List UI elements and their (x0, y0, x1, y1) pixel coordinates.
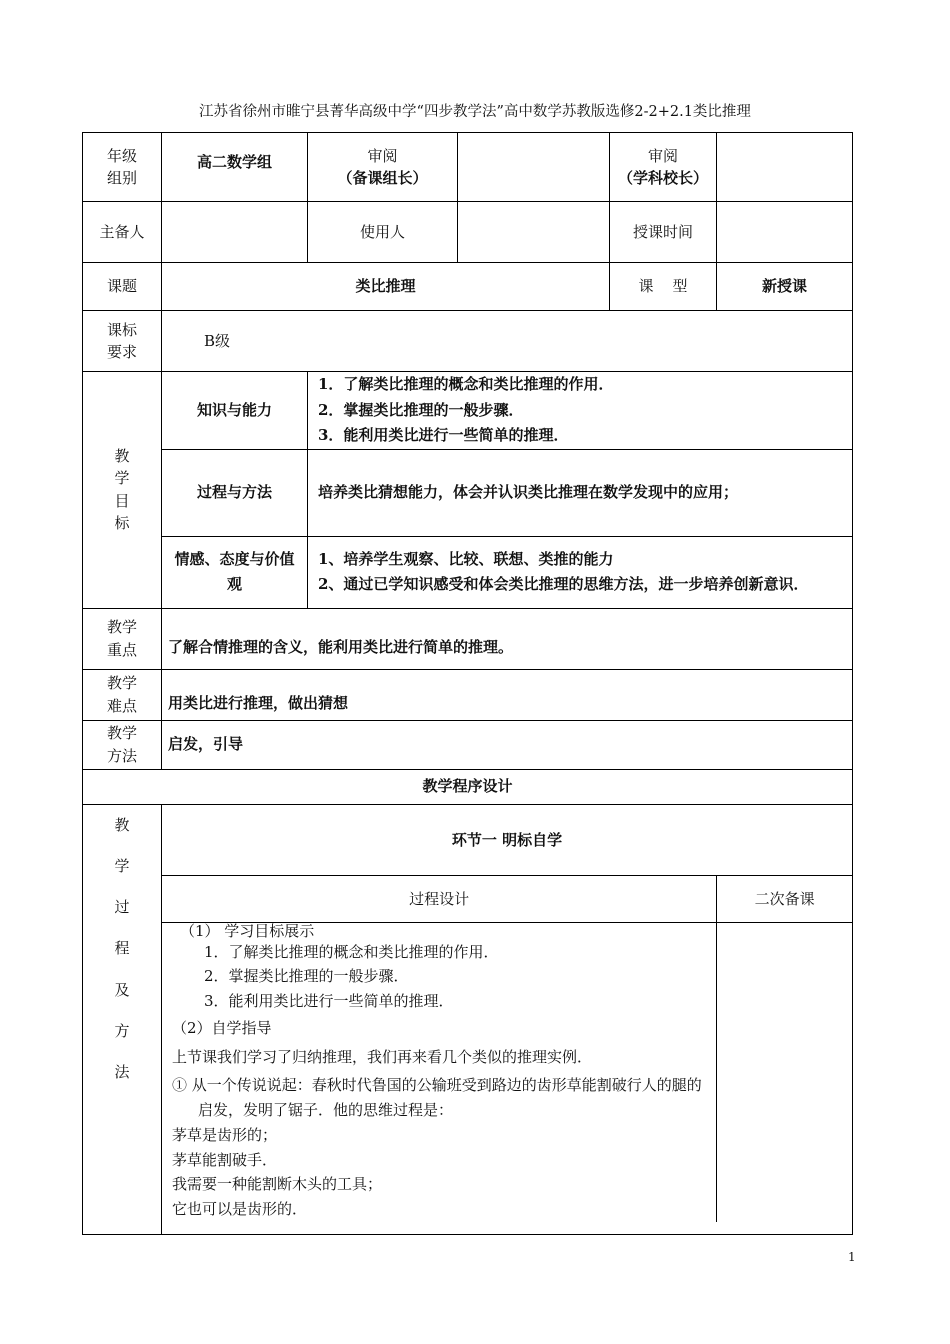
program-heading-row (83, 769, 853, 804)
user-value[interactable] (458, 202, 610, 263)
program-inner-table (162, 805, 852, 1222)
section-title: 环节一 明标自学 (162, 805, 852, 876)
objective-knowledge-row (83, 372, 853, 450)
grade-value: 高二数学组 (162, 133, 308, 202)
lesson-plan-table (82, 132, 853, 1235)
review-group-leader-line1: 审阅 (367, 146, 398, 165)
process-design-content (162, 923, 717, 1222)
second-prep-header: 二次备课 (717, 876, 852, 923)
review-principal-value[interactable] (717, 133, 853, 202)
lesson-time-label: 授课时间 (610, 202, 717, 263)
topic-row (83, 263, 853, 311)
knowledge-item: 3．能利用类比进行一些简单的推理． (318, 426, 569, 444)
review-group-leader-line2: （备课组长） (337, 169, 428, 187)
standard-label-line2: 要求 (106, 343, 137, 361)
difficulty-label-line1: 教学 (106, 674, 137, 692)
standard-label-line1: 课标 (106, 320, 137, 339)
example1-text: ① 从一个传说说起：春秋时代鲁国的公输班受到路边的齿形草能割破行人的腿的启发，发明了锯子．他的思维过程是： (172, 1076, 702, 1119)
method-row (83, 720, 853, 769)
emotion-label: 情感、态度与价值观 (162, 536, 308, 608)
program-side-char: 法 (114, 1063, 130, 1081)
program-content-cell (162, 804, 853, 1234)
review-group-leader-cell (308, 133, 458, 202)
objectives-label-char-2: 学 (114, 469, 130, 488)
method-label-line1: 教学 (106, 724, 137, 742)
reasoning-line: 茅草能割破手． (172, 1150, 278, 1169)
lesson-type-value: 新授课 (717, 263, 853, 311)
reasoning-line: 我需要一种能割断木头的工具； (172, 1175, 383, 1194)
step2-heading: （2）自学指导 (172, 1018, 272, 1037)
method-value: 启发，引导 (162, 720, 853, 769)
program-side-char: 教 (114, 815, 130, 834)
program-body-row (83, 804, 853, 1234)
second-prep-content[interactable] (717, 923, 852, 1222)
key-point-label-cell (83, 608, 162, 669)
page-number: 1 (848, 1250, 856, 1264)
process-design-header: 过程设计 (162, 876, 717, 923)
method-label-line2: 方法 (106, 746, 137, 765)
knowledge-item: 2．掌握类比推理的一般步骤． (318, 400, 524, 419)
difficulty-row (83, 669, 853, 720)
knowledge-label: 知识与能力 (162, 372, 308, 450)
review-group-leader-value[interactable] (458, 133, 610, 202)
topic-label: 课题 (83, 263, 162, 311)
reasoning-line: 它也可以是齿形的． (172, 1200, 308, 1218)
user-label: 使用人 (308, 202, 458, 263)
lesson-type-label: 课 型 (610, 263, 717, 311)
process-text: 培养类比猜想能力，体会并认识类比推理在数学发现中的应用； (308, 449, 853, 536)
review-principal-line2: （学科校长） (618, 169, 709, 187)
document-title: 江苏省徐州市睢宁县菁华高级中学“四步教学法”高中数学苏教版选修2-2+2.1类比推理 (199, 104, 751, 120)
program-side-char: 程 (114, 939, 130, 958)
program-side-char: 过 (114, 898, 130, 916)
grade-label-line1: 年级 (106, 146, 137, 165)
program-side-char: 及 (114, 980, 130, 999)
standard-row (83, 311, 853, 372)
preparer-value[interactable] (162, 202, 308, 263)
review-principal-cell (610, 133, 717, 202)
key-point-label-line1: 教学 (106, 618, 137, 636)
knowledge-item: 1．了解类比推理的概念和类比推理的作用． (318, 375, 614, 393)
objectives-label-char-1: 教 (114, 446, 130, 465)
key-point-row (83, 608, 853, 669)
step1-item: 1．了解类比推理的概念和类比推理的作用． (204, 942, 499, 961)
program-side-char: 学 (114, 856, 130, 875)
topic-value: 类比推理 (162, 263, 610, 311)
step1-item: 2．掌握类比推理的一般步骤． (204, 967, 409, 986)
step1-heading: （1） 学习目标展示 (180, 922, 315, 940)
preparer-row (83, 202, 853, 263)
grade-label-cell (83, 133, 162, 202)
grade-row (83, 133, 853, 202)
review-principal-line1: 审阅 (648, 146, 679, 165)
grade-label-line2: 组别 (106, 169, 137, 187)
objectives-label-char-4: 标 (114, 514, 130, 533)
emotion-item: 2、通过已学知识感受和体会类比推理的思维方法，进一步培养创新意识． (318, 575, 809, 593)
objective-process-row (83, 449, 853, 536)
difficulty-value: 用类比进行推理，做出猜想 (162, 669, 853, 720)
lesson-time-value[interactable] (717, 202, 853, 263)
process-label: 过程与方法 (162, 449, 308, 536)
knowledge-items (308, 372, 853, 450)
difficulty-label-line2: 难点 (106, 696, 137, 715)
emotion-item: 1、培养学生观察、比较、联想、类推的能力 (318, 549, 614, 568)
intro-text: 上节课我们学习了归纳推理，我们再来看几个类似的推理实例． (172, 1047, 593, 1066)
difficulty-label-cell (83, 669, 162, 720)
objectives-label-cell (83, 372, 162, 609)
key-point-label-line2: 重点 (106, 640, 137, 659)
preparer-label: 主备人 (83, 202, 162, 263)
method-label-cell (83, 720, 162, 769)
standard-label-cell (83, 311, 162, 372)
step1-item: 3．能利用类比进行一些简单的推理． (204, 992, 454, 1010)
reasoning-line: 茅草是齿形的； (172, 1125, 278, 1144)
objectives-label-char-3: 目 (114, 491, 130, 510)
program-side-char: 方 (114, 1021, 130, 1040)
key-point-value: 了解合情推理的含义，能利用类比进行简单的推理。 (162, 608, 853, 669)
program-side-label-cell (83, 804, 162, 1234)
objective-emotion-row (83, 536, 853, 608)
program-heading: 教学程序设计 (83, 769, 853, 804)
standard-value: B级 (162, 311, 853, 372)
emotion-items (308, 536, 853, 608)
